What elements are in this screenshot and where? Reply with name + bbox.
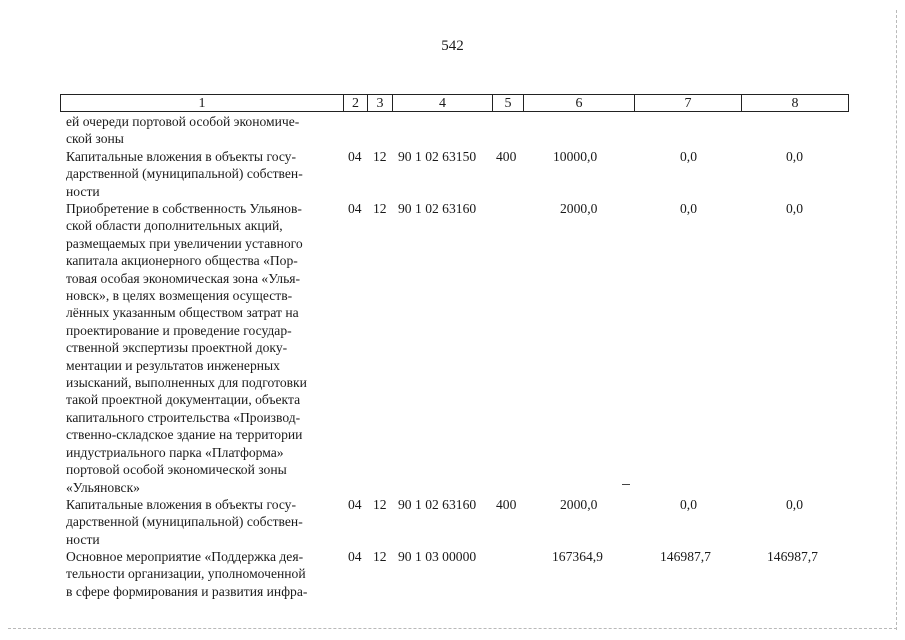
- cell-expense-type: 400: [496, 497, 517, 512]
- cell-target-article: 90 1 02 63160: [398, 201, 477, 216]
- page-number: 542: [441, 38, 464, 54]
- cell-expense-type: 400: [496, 149, 517, 164]
- cell-section: 04: [348, 549, 362, 564]
- scan-edge-bottom: [8, 628, 897, 629]
- header-col-6: 6: [523, 94, 634, 112]
- cell-amount-col7: 0,0: [680, 149, 697, 164]
- cell-amount-col8: 0,0: [786, 149, 803, 164]
- table-row-description: ей очереди портовой особой экономиче- ской зоны: [66, 114, 300, 147]
- cell-amount-col8: 0,0: [786, 201, 803, 216]
- cell-amount-col8: 0,0: [786, 497, 803, 512]
- table-row-description: Основное мероприятие «Поддержка дея- тельности организации, уполномоченной в сфере формирования и развития инфра-: [66, 549, 308, 599]
- cell-target-article: 90 1 02 63160: [398, 497, 477, 512]
- table-row-description: Приобретение в собственность Ульянов- ской области дополнительных акций, размещаемых при увеличении уставного капитала акционерного общества «Пор- товая особая экономическая зона «Улья- новск», в целях возмещения осуществ- лённых указанным обществом затрат на проектирование и проведение государ- ственной экспертизы проектной доку- ментации и результатов инженерных изысканий, выполненных для подготовки такой проектной документации, объекта капитального строительства «Производ- ственно-складское здание на территории индустриального парка «Платформа» портовой особой экономической зоны «Ульяновск»: [66, 201, 307, 495]
- cell-amount-col6: 167364,9: [552, 549, 603, 564]
- cell-amount-col7: 146987,7: [660, 549, 711, 564]
- stray-mark: [622, 484, 630, 485]
- cell-section: 04: [348, 497, 362, 512]
- header-col-1: 1: [60, 94, 343, 112]
- cell-subsection: 12: [373, 149, 387, 164]
- cell-amount-col7: 0,0: [680, 201, 697, 216]
- cell-section: 04: [348, 149, 362, 164]
- header-col-8: 8: [741, 94, 849, 112]
- cell-amount-col6: 10000,0: [553, 149, 598, 164]
- cell-subsection: 12: [373, 201, 387, 216]
- header-col-7: 7: [634, 94, 741, 112]
- cell-section: 04: [348, 201, 362, 216]
- header-col-5: 5: [492, 94, 523, 112]
- scan-edge-right: [896, 10, 897, 630]
- cell-amount-col6: 2000,0: [560, 497, 598, 512]
- cell-amount-col6: 2000,0: [560, 201, 598, 216]
- header-col-4: 4: [392, 94, 492, 112]
- header-col-3: 3: [367, 94, 392, 112]
- cell-target-article: 90 1 03 00000: [398, 549, 477, 564]
- cell-amount-col8: 146987,7: [767, 549, 818, 564]
- cell-subsection: 12: [373, 549, 387, 564]
- table-row-description: Капитальные вложения в объекты госу- дарственной (муниципальной) собствен- ности: [66, 149, 303, 199]
- table-row-description: Капитальные вложения в объекты госу- дарственной (муниципальной) собствен- ности: [66, 497, 303, 547]
- cell-amount-col7: 0,0: [680, 497, 697, 512]
- cell-subsection: 12: [373, 497, 387, 512]
- cell-target-article: 90 1 02 63150: [398, 149, 477, 164]
- header-col-2: 2: [343, 94, 367, 112]
